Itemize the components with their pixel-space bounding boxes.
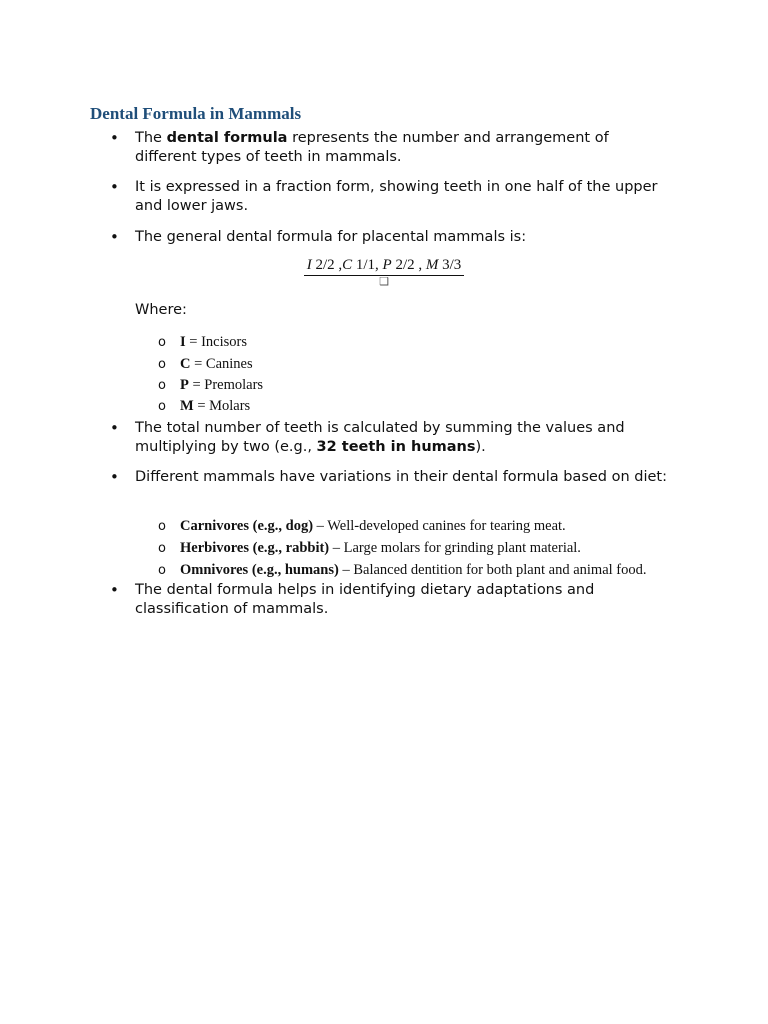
sub-bullet-marker: o [158,378,166,393]
sub-bullet-marker: o [158,519,166,534]
bullet-text: The general dental formula for placental mammals is: [135,229,527,245]
sub-bullet-marker: o [158,357,166,372]
bullet-text: The total number of teeth is calculated by summing the values and multiplying by two (e.g., 32 teeth in humans). [135,420,625,455]
sub-list-item: o Omnivores (e.g., humans) – Balanced dentition for both plant and animal food. [158,562,647,578]
list-item [110,228,670,247]
sub-list-item: o I = Incisors [158,334,247,350]
list-item [110,178,670,215]
sub-bullet-marker: o [158,335,166,350]
bullet-marker: • [110,581,119,599]
formula-numerator: I 2/2 ,C 1/1, P 2/2 , M 3/3 [304,257,464,276]
sub-list-item: o P = Premolars [158,377,264,393]
sub-bullet-marker: o [158,399,166,414]
formula-denominator-placeholder: ❑ [379,276,389,288]
bullet-text: Different mammals have variations in their dental formula based on diet: [135,469,667,485]
bullet-marker: • [110,129,119,147]
list-item [110,129,670,166]
sub-list-item: o Herbivores (e.g., rabbit) – Large molars for grinding plant material. [158,540,581,556]
list-item [110,468,670,487]
bullet-text: The dental formula represents the number and arrangement of different types of teeth in mammals. [135,130,609,165]
page-title: Dental Formula in Mammals [90,104,302,123]
sub-list-item: o Carnivores (e.g., dog) – Well-developed canines for tearing meat. [158,518,566,534]
bullet-marker: • [110,419,119,437]
list-item [110,581,670,618]
sub-list-item: o M = Molars [158,398,251,414]
sub-bullet-marker: o [158,563,166,578]
bullet-marker: • [110,178,119,196]
bullet-marker: • [110,228,119,246]
sub-bullet-marker: o [158,541,166,556]
where-label: Where: [135,302,187,318]
bullet-text: It is expressed in a fraction form, showing teeth in one half of the upper and lower jaws. [135,179,658,214]
bullet-text: The dental formula helps in identifying dietary adaptations and classification of mammals. [135,582,595,617]
sub-list-item: o C = Canines [158,356,253,372]
dental-formula [304,257,464,289]
list-item [110,419,670,456]
bullet-marker: • [110,468,119,486]
